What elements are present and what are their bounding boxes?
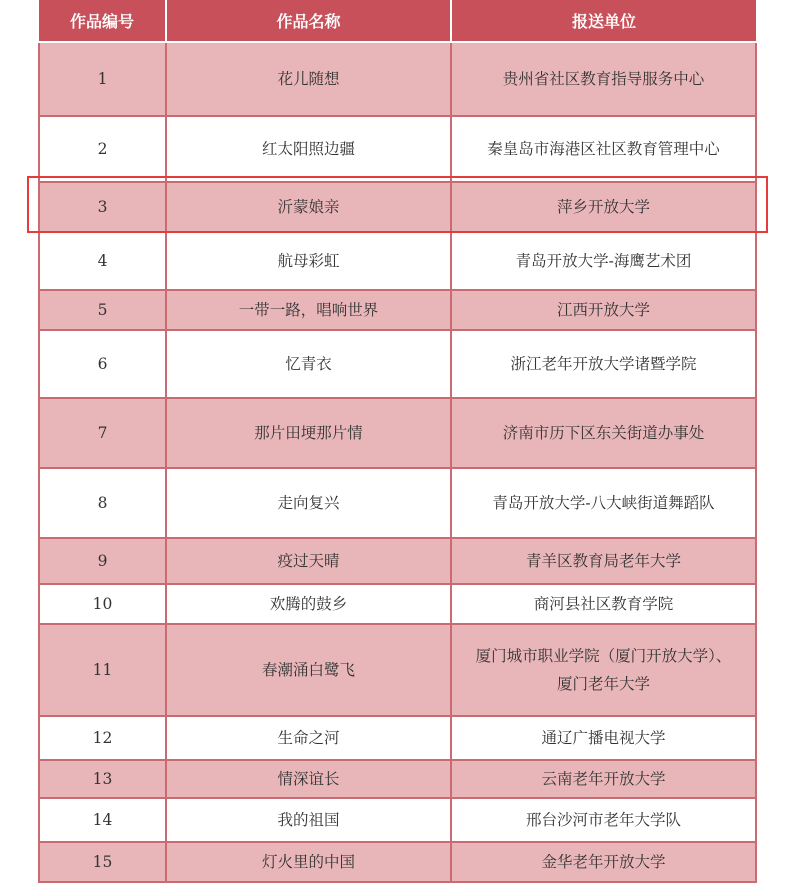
table-row: [39, 182, 756, 232]
cell-entry-title: 走向复兴: [166, 468, 451, 538]
submitting-unit-line: 邢台沙河市老年大学队: [525, 811, 681, 829]
table-row: [39, 290, 756, 330]
cell-entry-number: 8: [39, 468, 166, 538]
table-row: [39, 42, 756, 116]
cell-entry-title: 花儿随想: [166, 42, 451, 116]
cell-entry-number: 12: [39, 716, 166, 760]
cell-entry-title: 沂蒙娘亲: [166, 182, 451, 232]
header-entry-number: 作品编号: [39, 0, 166, 42]
cell-submitting-unit: [451, 624, 756, 716]
cell-entry-number: 13: [39, 760, 166, 798]
cell-submitting-unit: [451, 330, 756, 398]
cell-entry-title: 春潮涌白鹭飞: [166, 624, 451, 716]
table-row: [39, 468, 756, 538]
cell-submitting-unit: [451, 538, 756, 584]
table-row: [39, 232, 756, 290]
table-body: [39, 42, 756, 882]
submitting-unit-line: 青羊区教育局老年大学: [525, 552, 681, 570]
cell-entry-number: 14: [39, 798, 166, 842]
cell-entry-title: 一带一路，唱响世界: [166, 290, 451, 330]
table-row: [39, 538, 756, 584]
header-entry-title: 作品名称: [166, 0, 451, 42]
submitting-unit-line: 通辽广播电视大学: [541, 729, 666, 747]
cell-submitting-unit: [451, 760, 756, 798]
cell-entry-number: 1: [39, 42, 166, 116]
table-row: [39, 116, 756, 182]
cell-submitting-unit: [451, 398, 756, 468]
submitting-unit-line: 云南老年开放大学: [541, 770, 666, 788]
submitting-unit-line: 厦门城市职业学院（厦门开放大学）、: [475, 647, 732, 665]
submitting-unit-line: 青岛开放大学-八大峡街道舞蹈队: [492, 494, 715, 512]
cell-entry-title: 欢腾的鼓乡: [166, 584, 451, 624]
header-submitting-unit: 报送单位: [451, 0, 756, 42]
table-row: [39, 398, 756, 468]
table-row: [39, 798, 756, 842]
cell-submitting-unit: [451, 290, 756, 330]
cell-entry-title: 灯火里的中国: [166, 842, 451, 882]
cell-submitting-unit: [451, 116, 756, 182]
cell-entry-number: 7: [39, 398, 166, 468]
cell-submitting-unit: [451, 842, 756, 882]
submitting-unit-line: 青岛开放大学-海鹰艺术团: [515, 252, 692, 270]
submitting-unit-line: 商河县社区教育学院: [533, 595, 674, 613]
cell-entry-number: 3: [39, 182, 166, 232]
table-row: [39, 842, 756, 882]
cell-entry-number: 11: [39, 624, 166, 716]
cell-submitting-unit: [451, 468, 756, 538]
cell-entry-title: 生命之河: [166, 716, 451, 760]
cell-entry-title: 我的祖国: [166, 798, 451, 842]
cell-entry-number: 10: [39, 584, 166, 624]
cell-submitting-unit: [451, 182, 756, 232]
cell-submitting-unit: [451, 584, 756, 624]
cell-entry-title: 红太阳照边疆: [166, 116, 451, 182]
submitting-unit-line: 金华老年开放大学: [541, 853, 666, 871]
submitting-unit-line: 厦门老年大学: [556, 675, 650, 693]
submitting-unit-line: 贵州省社区教育指导服务中心: [502, 70, 705, 88]
submissions-table: [38, 0, 757, 883]
table-row: [39, 760, 756, 798]
table-row: [39, 584, 756, 624]
cell-entry-title: 疫过天晴: [166, 538, 451, 584]
cell-submitting-unit: [451, 232, 756, 290]
table-row: [39, 624, 756, 716]
cell-entry-number: 4: [39, 232, 166, 290]
cell-entry-number: 2: [39, 116, 166, 182]
submissions-table-container: [38, 0, 755, 883]
cell-entry-title: 情深谊长: [166, 760, 451, 798]
cell-submitting-unit: [451, 716, 756, 760]
cell-submitting-unit: [451, 798, 756, 842]
cell-entry-number: 9: [39, 538, 166, 584]
table-row: [39, 716, 756, 760]
cell-entry-title: 航母彩虹: [166, 232, 451, 290]
cell-entry-number: 5: [39, 290, 166, 330]
cell-entry-title: 忆青衣: [166, 330, 451, 398]
cell-entry-title: 那片田埂那片情: [166, 398, 451, 468]
table-header-row: [39, 0, 756, 42]
table-row: [39, 330, 756, 398]
cell-entry-number: 6: [39, 330, 166, 398]
submitting-unit-line: 浙江老年开放大学诸暨学院: [510, 355, 697, 373]
cell-entry-number: 15: [39, 842, 166, 882]
submitting-unit-line: 秦皇岛市海港区社区教育管理中心: [487, 140, 720, 158]
cell-submitting-unit: [451, 42, 756, 116]
submitting-unit-line: 萍乡开放大学: [556, 198, 650, 216]
submitting-unit-line: 江西开放大学: [556, 301, 650, 319]
submitting-unit-line: 济南市历下区东关街道办事处: [502, 424, 705, 442]
